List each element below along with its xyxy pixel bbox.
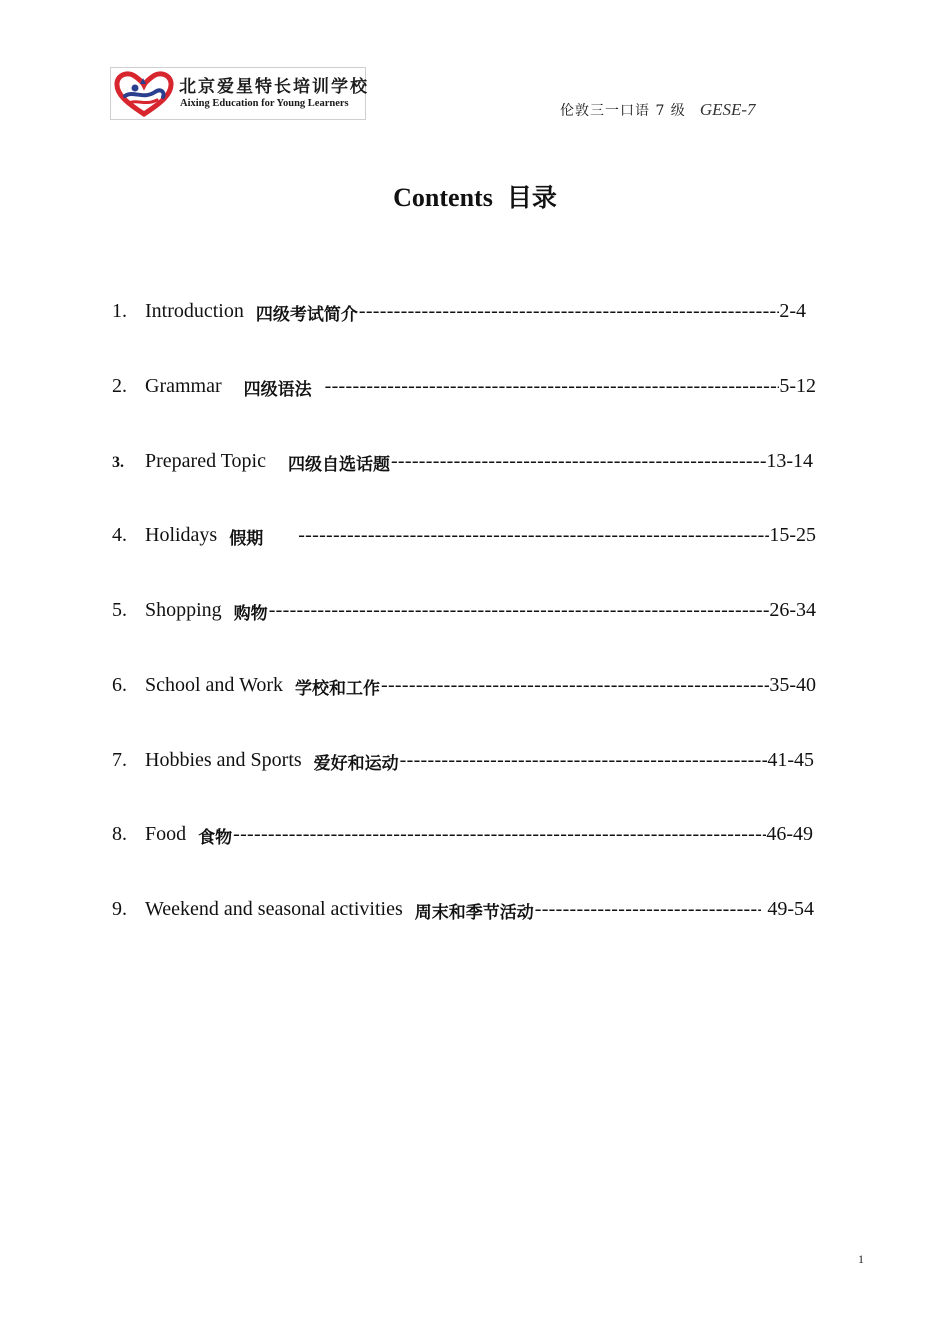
toc-page-range: 49-54 [767, 898, 814, 920]
toc-title-cn: 周末和季节活动 [414, 903, 534, 923]
toc-number: 6. [112, 674, 127, 696]
toc-dot-leader [359, 300, 779, 323]
toc-title-en: Hobbies and Sports [145, 749, 302, 771]
toc-entry [112, 671, 816, 699]
toc-title-en: Weekend and seasonal activities [145, 898, 403, 920]
toc-title-en: School and Work [145, 674, 284, 696]
toc-title-cn: 食物 [198, 828, 233, 848]
toc-title-cn: 四级自选话题 [287, 455, 390, 475]
logo-school-name-en: Aixing Education for Young Learners [180, 98, 349, 109]
toc-title-en: Shopping [145, 599, 222, 621]
toc-dot-leader [298, 524, 769, 547]
toc-dot-leader [535, 898, 762, 921]
page-title [0, 178, 950, 214]
toc-page-range: 5-12 [779, 375, 816, 397]
toc-number: 9. [112, 898, 127, 920]
title-cn: 目录 [506, 183, 557, 212]
toc-entry [112, 297, 816, 325]
toc-number: 4. [112, 524, 127, 546]
toc-dot-leader [233, 823, 766, 846]
toc-title-cn: 四级语法 [243, 380, 312, 400]
toc-number: 2. [112, 375, 127, 397]
toc-dot-leader [381, 674, 769, 697]
toc-page-range: 35-40 [769, 674, 816, 696]
page-number: 1 [858, 1252, 864, 1266]
toc-title-cn: 购物 [233, 604, 268, 624]
toc-entry [112, 895, 816, 923]
toc-title-cn: 四级考试简介 [255, 305, 358, 325]
logo-school-name-cn: 北京爱星特长培训学校 [179, 77, 369, 97]
toc-number: 7. [112, 749, 127, 771]
toc-title-en: Grammar [145, 375, 222, 397]
toc-title-en: Food [145, 823, 187, 845]
course-code: GESE-7 [699, 100, 756, 119]
toc-entry [112, 820, 816, 848]
toc-page-range: 15-25 [769, 524, 816, 546]
toc-title-en: Prepared Topic [145, 450, 266, 472]
toc-dot-leader [269, 599, 770, 622]
toc-title-en: Introduction [145, 300, 244, 322]
toc-page-range: 13-14 [766, 450, 813, 472]
toc-title-cn: 假期 [229, 529, 264, 549]
toc-number: 5. [112, 599, 127, 621]
toc-dot-leader [325, 375, 780, 398]
toc-number: 1. [112, 300, 127, 322]
toc-number: 3. [112, 454, 124, 471]
toc-dot-leader [391, 450, 766, 473]
toc-entry [112, 596, 816, 624]
toc-entry [112, 447, 816, 475]
toc-entry [112, 746, 816, 774]
title-en: Contents [393, 183, 493, 212]
toc-page-range: 46-49 [766, 823, 813, 845]
toc-dot-leader [400, 749, 768, 772]
toc-title-en: Holidays [145, 524, 218, 546]
toc-page-range: 2-4 [779, 300, 806, 322]
heart-logo-icon [113, 70, 175, 118]
toc-number: 8. [112, 823, 127, 845]
toc-entry [112, 372, 816, 400]
course-header [560, 100, 756, 120]
toc-page-range: 41-45 [767, 749, 814, 771]
toc-entry [112, 521, 816, 549]
course-name: 伦敦三一口语 7 级 [560, 103, 686, 119]
school-logo [110, 67, 369, 120]
toc-page-range: 26-34 [769, 599, 816, 621]
toc-title-cn: 学校和工作 [295, 679, 381, 699]
toc-title-cn: 爱好和运动 [313, 754, 399, 774]
